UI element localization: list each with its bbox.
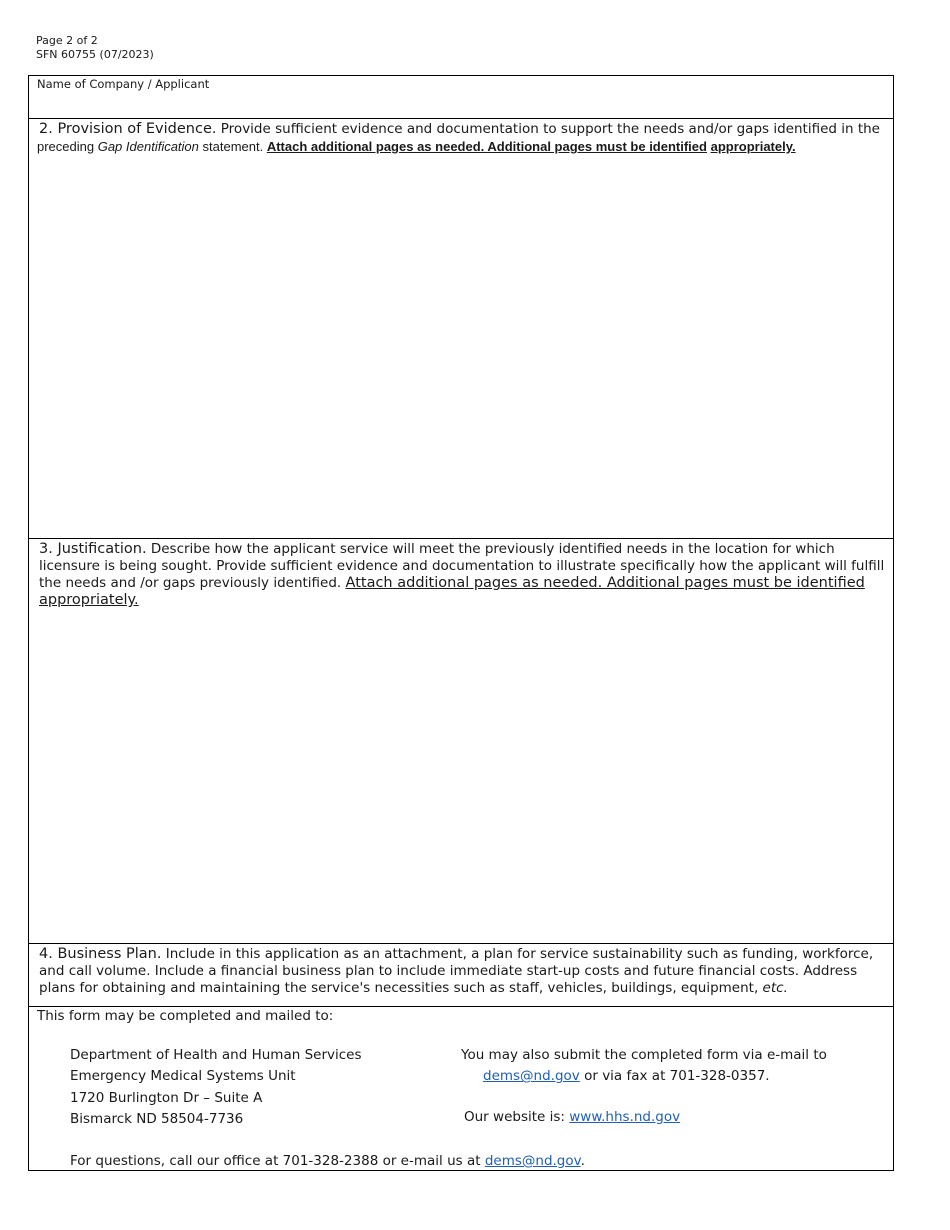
address-line: Bismarck ND 58504-7736 — [70, 1110, 244, 1127]
justification-instructions: 3. Justification. Describe how the applicant service will meet the previously identified needs in the location for which licensure is being sought. Provide sufficient evidence and documentation to illustrate specifically how the applicant will fulfill the needs and /or gaps previously identified. Attach additional pages as needed. Additional pages must be identified appropriately. — [39, 541, 885, 608]
questions-email-link[interactable]: dems@nd.gov — [484, 1153, 581, 1169]
website-link[interactable]: www.hhs.nd.gov — [569, 1109, 681, 1125]
page-number: Page 2 of 2 — [36, 34, 98, 47]
mailing-address — [70, 1045, 362, 1130]
submission-footer — [29, 1006, 893, 1170]
business-plan-section — [29, 943, 893, 1006]
address-line: Department of Health and Human Services — [70, 1047, 362, 1063]
address-line: 1720 Burlington Dr – Suite A — [70, 1089, 263, 1106]
email-submission-info: You may also submit the completed form via e-mail to dems@nd.gov or via fax at 701-328-0357. — [461, 1047, 827, 1085]
form-frame — [28, 75, 894, 1171]
provision-of-evidence-section[interactable] — [29, 118, 893, 538]
form-number: SFN 60755 (07/2023) — [36, 48, 154, 61]
mail-intro: This form may be completed and mailed to: — [37, 1008, 334, 1024]
section-title: 2. Provision of Evidence. — [39, 121, 217, 137]
section-title: 4. Business Plan. — [39, 946, 162, 962]
justification-section[interactable] — [29, 538, 893, 943]
company-name-field[interactable] — [29, 76, 893, 118]
section-title: 3. Justification. — [39, 541, 147, 557]
page-header — [36, 34, 154, 62]
email-link[interactable]: dems@nd.gov — [483, 1068, 580, 1085]
website-info: Our website is: www.hhs.nd.gov — [464, 1109, 681, 1125]
business-plan-instructions: 4. Business Plan. Include in this application as an attachment, a plan for service sustainability such as funding, workforce, and call volume. Include a financial business plan to include immediate start-up costs and future financial costs. Address plans for obtaining and maintaining the service's necessities such as staff, vehicles, buildings, equipment, etc. — [39, 946, 874, 996]
questions-info: For questions, call our office at 701-328-2388 or e-mail us at dems@nd.gov. — [70, 1153, 585, 1169]
company-name-label: Name of Company / Applicant — [37, 77, 210, 91]
provision-of-evidence-instructions: 2. Provision of Evidence. Provide sufficient evidence and documentation to support the needs and/or gaps identified in the preceding Gap Identification statement. Attach additional pages as needed. Additional pages must be identified appropriately. — [37, 121, 880, 154]
address-line: Emergency Medical Systems Unit — [70, 1068, 296, 1085]
